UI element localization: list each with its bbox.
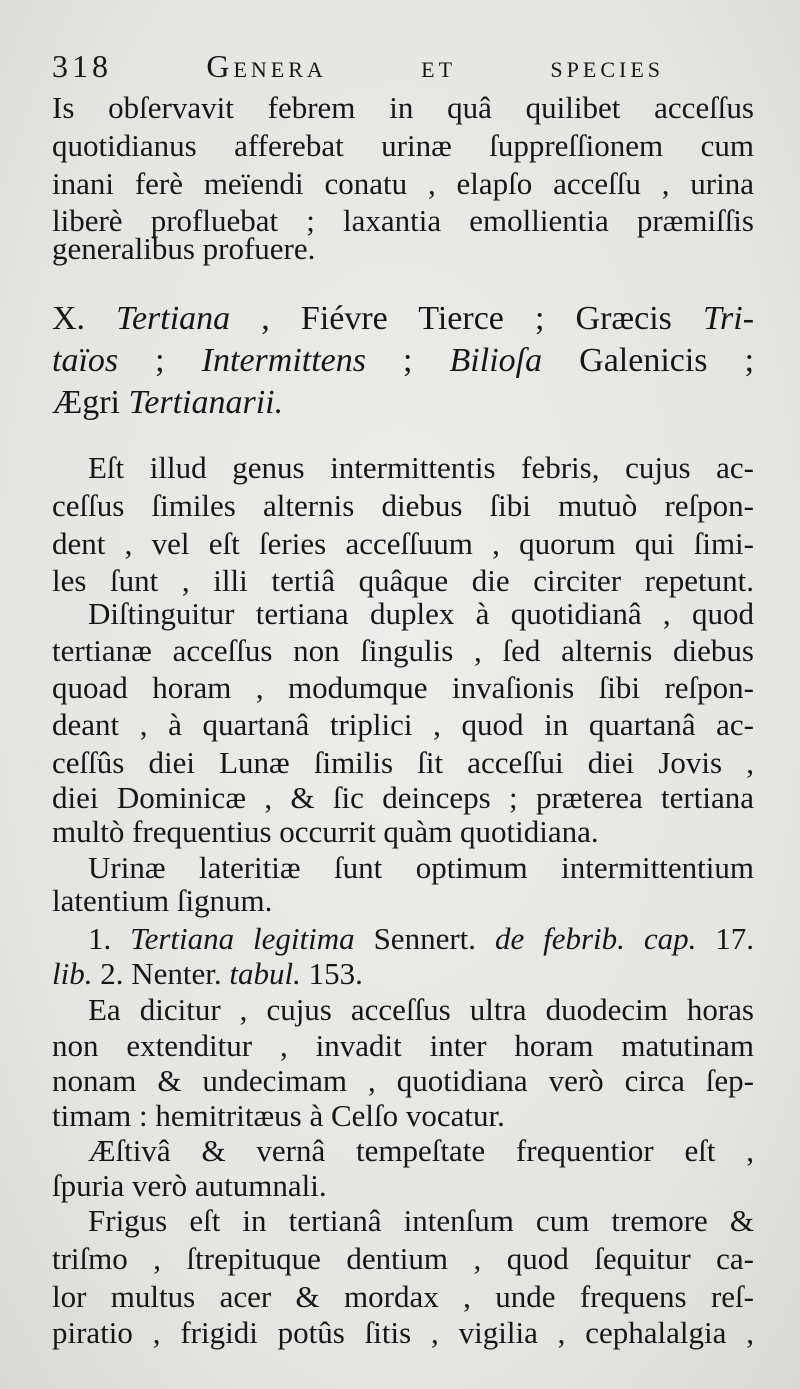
text-line: Is obſervavit febrem in quâ quilibet acceſſus <box>52 90 754 125</box>
text-line: piratio , frigidi potûs ſitis , vigilia , cephalalgia , <box>52 1315 754 1350</box>
subspecies-work: de febrib. <box>494 921 625 956</box>
subspecies-cap-label: cap. <box>643 921 697 956</box>
heading-greek-name: Tri- <box>702 300 755 337</box>
heading-alt-name: Bilioſa <box>449 342 543 379</box>
text-line: Urinæ lateritiæ ſunt optimum intermittentium <box>88 850 754 885</box>
heading-greek-name-cont: taïos <box>52 342 119 379</box>
subspecies-author2: Nenter. <box>131 956 222 991</box>
text-line: ceſſus ſimiles alternis diebus ſibi mutuò reſpon- <box>52 488 754 523</box>
heading-numeral: X. <box>52 300 86 337</box>
heading-galen-label: Galenicis <box>579 342 708 379</box>
text-line: nonam & undecimam , quotidiana verò circa ſep- <box>52 1063 754 1098</box>
subspecies-cap-number: 17. <box>715 921 755 956</box>
text-line: latentium ſignum. <box>52 883 273 918</box>
subspecies-lib-number: 2. <box>100 956 124 991</box>
page-number: 318 <box>52 48 112 84</box>
running-head <box>52 42 664 90</box>
subspecies-tabul-label: tabul. <box>229 956 301 991</box>
heading-line: X. Tertiana , Fiévre Tierce ; Græcis Tri- <box>52 300 755 337</box>
text-line: generalibus profuere. <box>52 231 316 266</box>
text-line: multò frequentius occurrit quàm quotidiana. <box>52 814 599 849</box>
heading-patient-label: Ægri <box>52 384 120 421</box>
text-line: Ea dicitur , cujus acceſſus ultra duodecim horas <box>88 992 754 1027</box>
heading-latin-name: Tertiana <box>116 300 231 337</box>
text-line: timam : hemitritæus à Celſo vocatur. <box>52 1098 505 1133</box>
heading-patient-name: Tertianarii. <box>128 384 284 421</box>
heading-french-name: Fiévre Tierce <box>300 300 504 337</box>
subspecies-number: 1. <box>88 921 112 956</box>
running-title: Genera et species <box>206 48 664 84</box>
subspecies-author: Sennert. <box>373 921 477 956</box>
text-line: ceſſûs diei Lunæ ſimilis ſit acceſſui diei Jovis , <box>52 745 754 780</box>
heading-line <box>52 382 754 424</box>
heading-alt-name: Intermittens <box>201 342 366 379</box>
text-line: tertianæ acceſſus non ſingulis , ſed alternis diebus <box>52 633 754 668</box>
subspecies-heading <box>88 919 754 959</box>
text-line: diei Dominicæ , & ſic deinceps ; præterea tertiana <box>52 780 754 815</box>
text-line: non extenditur , invadit inter horam matutinam <box>52 1028 754 1063</box>
text-line: liberè profluebat ; laxantia emollientia præmiſſis <box>52 203 754 238</box>
subspecies-reference <box>52 954 754 994</box>
text-line: Eſt illud genus intermittentis febris, cujus ac- <box>88 450 754 485</box>
text-line: ſpuria verò autumnali. <box>52 1168 327 1203</box>
text-line: Diſtinguitur tertiana duplex à quotidianâ , quod <box>88 596 754 631</box>
text-line: quotidianus afferebat urinæ ſuppreſſionem cum <box>52 128 754 163</box>
text-line: quoad horam , modumque invaſionis ſibi reſpon- <box>52 670 754 705</box>
subspecies-tabul-number: 153. <box>308 956 363 991</box>
text-line: deant , à quartanâ triplici , quod in quartanâ ac- <box>52 707 754 742</box>
text-line: dent , vel eſt ſeries acceſſuum , quorum qui ſimi- <box>52 526 754 561</box>
text-line: les ſunt , illi tertiâ quâque die circiter repetunt. <box>52 563 754 598</box>
heading-line: taïos ; Intermittens ; Bilioſa Galenicis ; <box>52 342 755 379</box>
subspecies-name: Tertiana legitima <box>130 921 355 956</box>
heading-greek-label: Græcis <box>575 300 672 337</box>
text-line: triſmo , ſtrepituque dentium , quod ſequitur ca- <box>52 1241 754 1276</box>
text-line: inani ferè meïendi conatu , elapſo acceſſu , urina <box>52 166 754 201</box>
text-line: Æſtivâ & vernâ tempeſtate frequentior eſt , <box>88 1133 754 1168</box>
text-line: lor multus acer & mordax , unde frequens reſ- <box>52 1279 754 1314</box>
subspecies-lib-label: lib. <box>52 956 93 991</box>
text-line: Frigus eſt in tertianâ intenſum cum tremore & <box>88 1203 754 1238</box>
